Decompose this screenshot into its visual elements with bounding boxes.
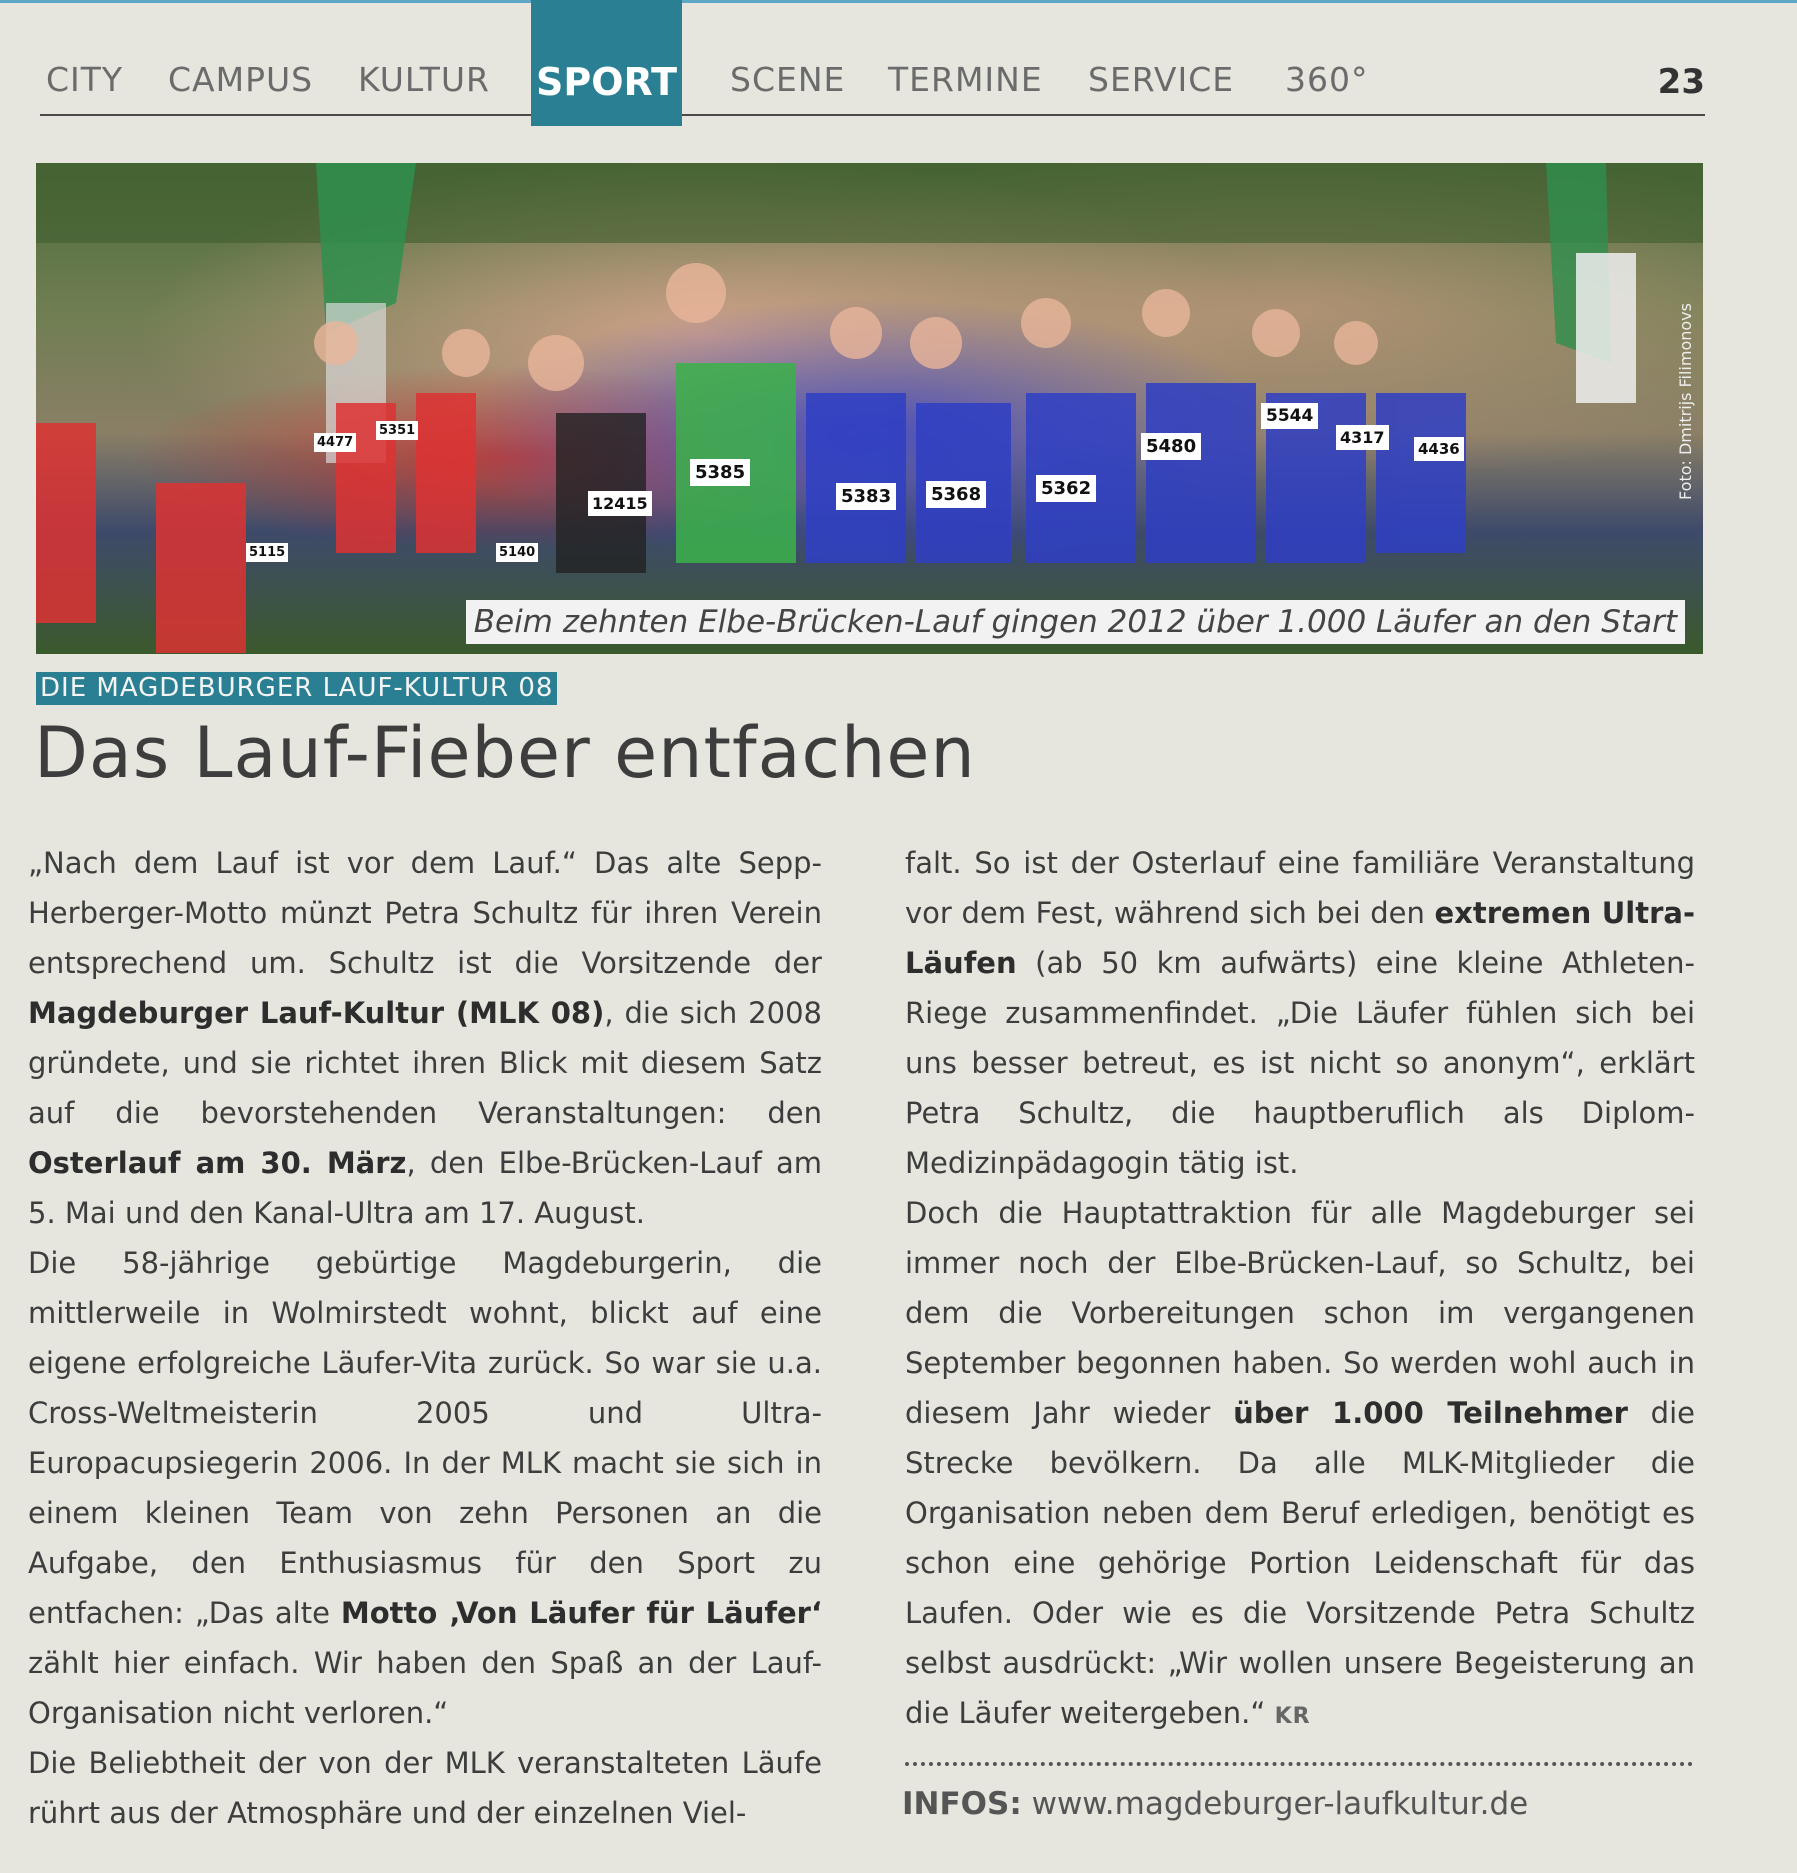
bib-number: 5115 xyxy=(246,543,288,562)
article-column-1 xyxy=(28,838,822,1838)
photo-caption: Beim zehnten Elbe-Brücken-Lauf gingen 2012 über 1.000 Läufer an den Start xyxy=(466,600,1685,644)
bib-number: 5362 xyxy=(1036,475,1096,502)
nav-item-termine[interactable]: TERMINE xyxy=(888,60,1043,99)
nav-item-360[interactable]: 360° xyxy=(1285,60,1369,99)
paragraph xyxy=(28,1238,822,1738)
nav-item-city[interactable]: CITY xyxy=(46,60,124,99)
infos-label: INFOS: xyxy=(902,1786,1022,1822)
photo-credit: Foto: Dmitrijs Filimonovs xyxy=(1676,303,1695,500)
bold-text: Motto ‚Von Läufer für Läufer‘ xyxy=(340,1596,822,1630)
bold-text: Magdeburger Lauf-Kultur (MLK 08) xyxy=(28,996,605,1030)
text-run: die Strecke bevölkern. Da alle MLK-Mitglieder die Organisation neben dem Beruf erledigen, benötigt es schon eine gehörige Portion Leidenschaft für das Laufen. Oder wie es die Vorsitzende Petra Schultz selbst ausdrückt: „Wir wollen unsere Begeisterung an die Läufer weitergeben.“ xyxy=(905,1396,1695,1730)
bib-number: 5383 xyxy=(836,483,896,510)
bib-number: 5385 xyxy=(690,459,750,486)
text-run: , den Elbe-Brücken-Lauf am 5. Mai und den Kanal-Ultra am 17. August. xyxy=(28,1146,822,1230)
article-column-2 xyxy=(905,838,1695,1742)
bold-text: Osterlauf am 30. März xyxy=(28,1146,407,1180)
race-start-photo xyxy=(36,163,1703,654)
nav-item-service[interactable]: SERVICE xyxy=(1088,60,1235,99)
paragraph: Die Beliebtheit der von der MLK veranstalteten Läufe rührt aus der Atmosphäre und der einzelnen Viel- xyxy=(28,1746,822,1830)
nav-item-kultur[interactable]: KULTUR xyxy=(358,60,490,99)
text-run: Die 58-jährige gebürtige Magdeburgerin, die mittlerweile in Wolmirstedt wohnt, blickt auf eine eigene erfolgreiche Läufer-Vita zurück. So war sie u.a. Cross-Weltmeisterin 2005 und Ultra-Europacupsiegerin 2006. In der MLK macht sie sich in einem kleinen Team von zehn Personen an die Aufgabe, den Enthusiasmus für den Sport zu entfachen: „Das alte xyxy=(28,1246,822,1630)
nav-item-sport[interactable]: SPORT xyxy=(531,0,682,126)
text-run: Doch die Hauptattraktion für alle Magdeburger sei immer noch der Elbe-Brücken-Lauf, so Schultz, bei dem die Vorbereitungen schon im vergangenen September begonnen haben. So werden wohl auch in diesem Jahr wieder xyxy=(905,1196,1695,1430)
crowd-illustration xyxy=(36,163,1703,654)
bib-number: 4477 xyxy=(314,433,356,452)
bib-number: 5368 xyxy=(926,481,986,508)
paragraph xyxy=(28,838,822,1238)
text-run: „Nach dem Lauf ist vor dem Lauf.“ Das alte Sepp-Herberger-Motto münzt Petra Schultz für ihren Verein entsprechend um. Schultz ist die Vorsitzende der xyxy=(28,846,822,980)
text-run: (ab 50 km aufwärts) eine kleine Athleten-Riege zusammenfindet. „Die Läufer fühlen sich bei uns besser betreut, es ist nicht so anonym“, erklärt Petra Schultz, die hauptberuflich als Diplom-Medizinpädagogin tätig ist. xyxy=(905,946,1695,1180)
bold-text: über 1.000 Teilnehmer xyxy=(1233,1396,1628,1430)
nav-item-campus[interactable]: CAMPUS xyxy=(168,60,314,99)
bib-number: 5140 xyxy=(496,543,538,562)
text-run: zählt hier einfach. Wir haben den Spaß an der Lauf-Organisation nicht verloren.“ xyxy=(28,1646,822,1730)
text-run: , die sich 2008 gründete, und sie richtet ihren Blick mit diesem Satz auf die bevorstehenden Veranstaltungen: den xyxy=(28,996,822,1130)
bib-number: 5351 xyxy=(376,421,418,440)
bib-number: 5544 xyxy=(1261,403,1318,429)
page-number: 23 xyxy=(1657,62,1705,102)
infos-url-link[interactable]: www.magdeburger-laufkultur.de xyxy=(1031,1786,1529,1822)
section-navigation xyxy=(40,52,1705,116)
bib-number: 4436 xyxy=(1414,437,1464,461)
text-run: falt. So ist der Osterlauf eine familiäre Veranstaltung vor dem Fest, während sich bei den xyxy=(905,846,1695,930)
bold-text: extremen Ultra-Läufen xyxy=(905,896,1696,980)
bib-number: 5480 xyxy=(1141,433,1201,460)
paragraph xyxy=(905,1188,1695,1742)
article-headline: Das Lauf-Fieber entfachen xyxy=(34,712,976,794)
paragraph xyxy=(905,838,1695,1188)
infos-line xyxy=(902,1786,1528,1822)
nav-item-scene[interactable]: SCENE xyxy=(730,60,846,99)
dotted-divider xyxy=(905,1762,1693,1766)
bib-number: 4317 xyxy=(1336,425,1389,450)
top-accent-line xyxy=(0,0,1797,3)
author-initials: KR xyxy=(1274,1704,1311,1729)
article-kicker: DIE MAGDEBURGER LAUF-KULTUR 08 xyxy=(36,672,557,705)
bib-number: 12415 xyxy=(588,491,652,516)
